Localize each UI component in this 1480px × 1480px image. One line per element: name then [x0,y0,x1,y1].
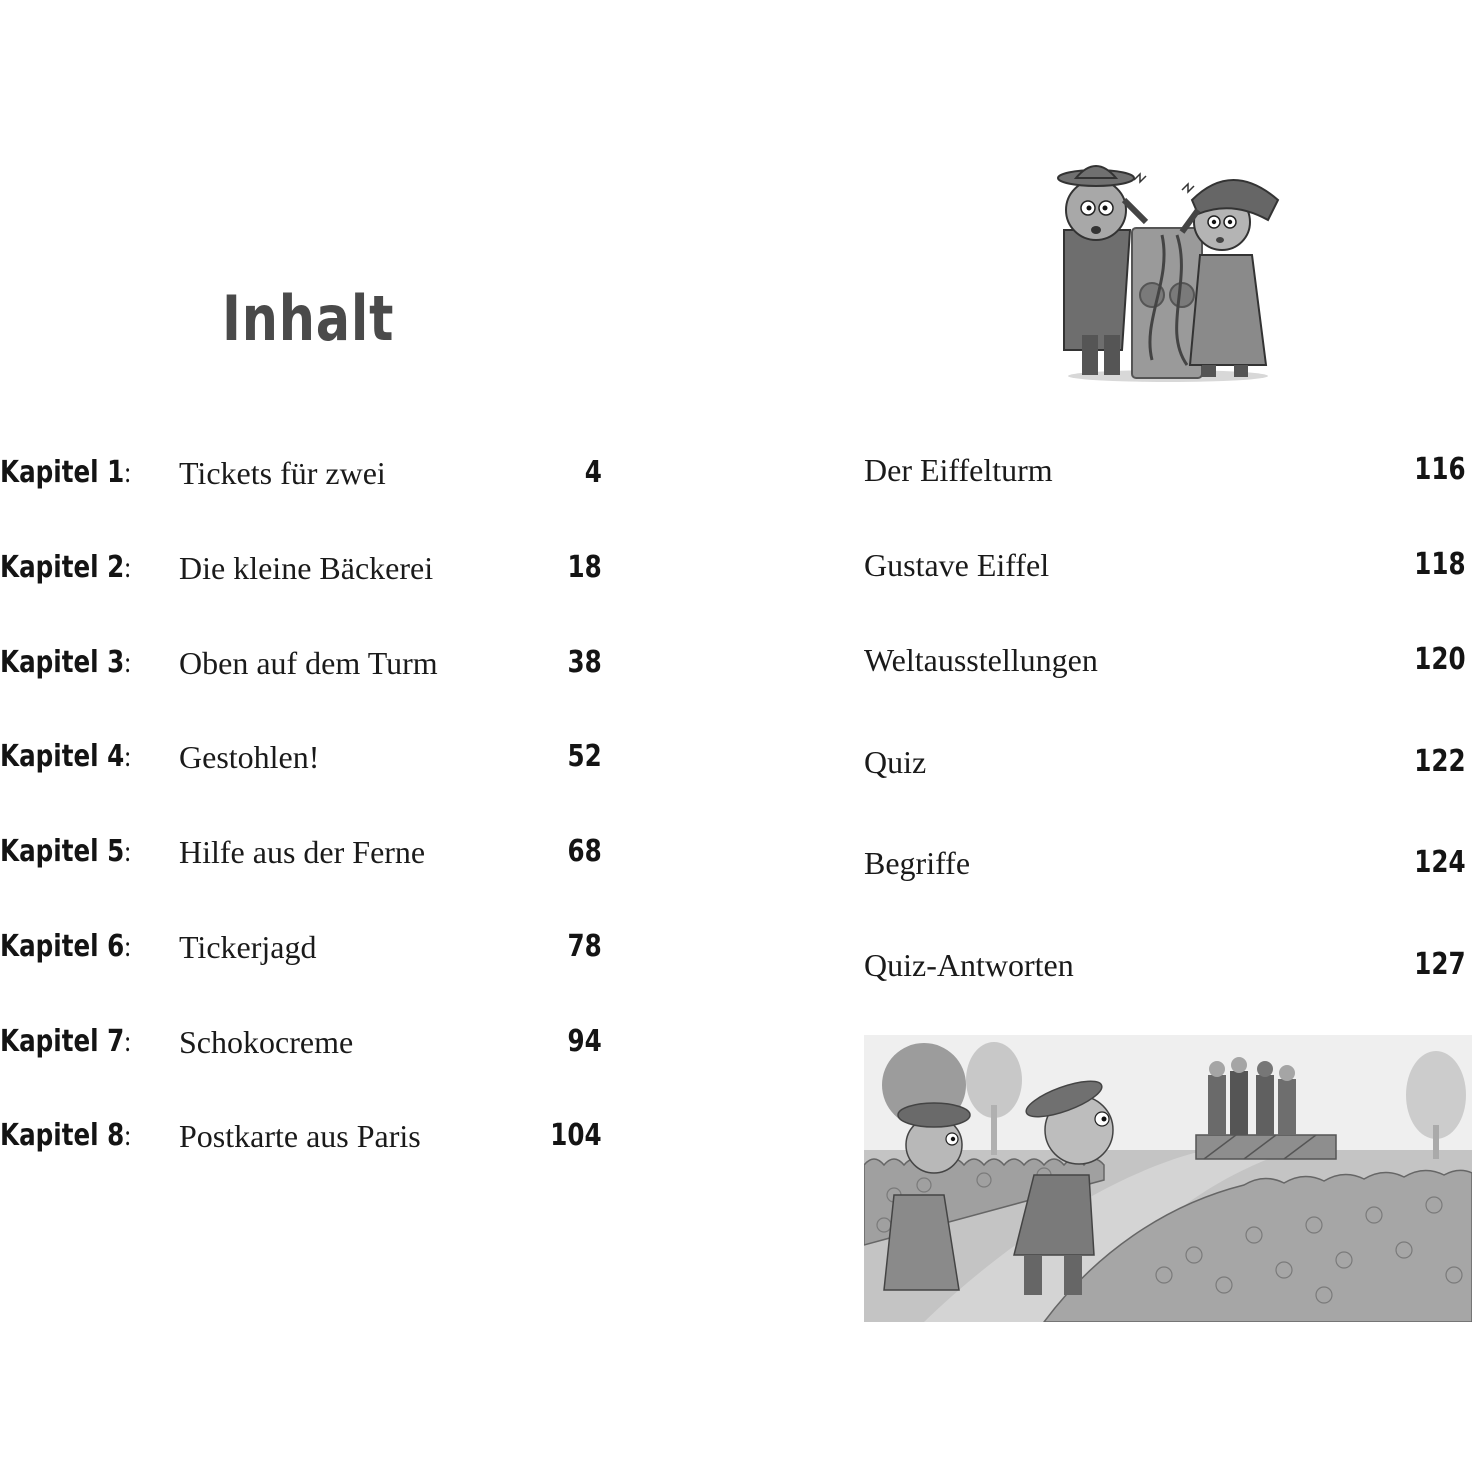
chapter-title: Hilfe aus der Ferne [179,834,426,870]
toc-entry-chapter-2[interactable] [0,546,602,590]
page-number: 127 [1414,947,1466,982]
rose-garden-illustration [864,1035,1472,1322]
section-title: Begriffe [864,845,971,881]
toc-entry-chapter-5[interactable] [0,830,602,874]
chapter-title: Schokocreme [179,1024,354,1060]
section-title: Quiz-Antworten [864,947,1074,983]
page-number: 118 [1414,547,1466,582]
toc-entry-chapter-6[interactable] [0,925,602,969]
chapter-label: Kapitel 7: [0,1024,132,1059]
rose-garden-image [864,1035,1472,1322]
section-title: Der Eiffelturm [864,452,1053,488]
chapter-title: Postkarte aus Paris [179,1118,421,1154]
chapter-label: Kapitel 3: [0,645,132,680]
chapter-label: Kapitel 2: [0,550,132,585]
chapter-label: Kapitel 4: [0,739,132,774]
page-number: 120 [1414,642,1466,677]
chapter-title: Gestohlen! [179,739,320,775]
page-number: 52 [567,739,602,774]
page-number: 94 [567,1024,602,1059]
toc-entry-gustave-eiffel[interactable] [864,543,1466,587]
toc-entry-chapter-8[interactable] [0,1114,602,1158]
children-telegraph-image [1052,160,1284,384]
page-number: 104 [550,1118,602,1153]
chapter-label: Kapitel 5: [0,834,132,869]
page-number: 78 [567,929,602,964]
toc-entry-eiffelturm[interactable] [864,448,1466,492]
chapter-title: Oben auf dem Turm [179,645,438,681]
section-title: Gustave Eiffel [864,547,1050,583]
children-telegraph-illustration [1052,160,1284,384]
page-number: 68 [567,834,602,869]
page-number: 4 [584,455,602,490]
section-title: Weltausstellungen [864,642,1098,678]
toc-entry-chapter-3[interactable] [0,641,602,685]
toc-entry-chapter-7[interactable] [0,1020,602,1064]
toc-entry-quiz[interactable] [864,740,1466,784]
toc-entry-chapter-1[interactable] [0,451,602,495]
page-number: 38 [567,645,602,680]
chapter-label: Kapitel 1: [0,455,132,490]
chapter-label: Kapitel 6: [0,929,132,964]
toc-entry-begriffe[interactable] [864,841,1466,885]
toc-entry-quiz-antworten[interactable] [864,943,1466,987]
page-number: 122 [1414,744,1466,779]
page-number: 124 [1414,845,1466,880]
section-title: Quiz [864,744,927,780]
chapter-title: Tickerjagd [179,929,317,965]
page-number: 18 [567,550,602,585]
chapter-label: Kapitel 8: [0,1118,132,1153]
chapter-title: Tickets für zwei [179,455,386,491]
page-number: 116 [1414,452,1466,487]
toc-entry-chapter-4[interactable] [0,735,602,779]
toc-entry-weltausstellungen[interactable] [864,638,1466,682]
page-title: Inhalt [222,281,395,355]
chapter-title: Die kleine Bäckerei [179,550,434,586]
